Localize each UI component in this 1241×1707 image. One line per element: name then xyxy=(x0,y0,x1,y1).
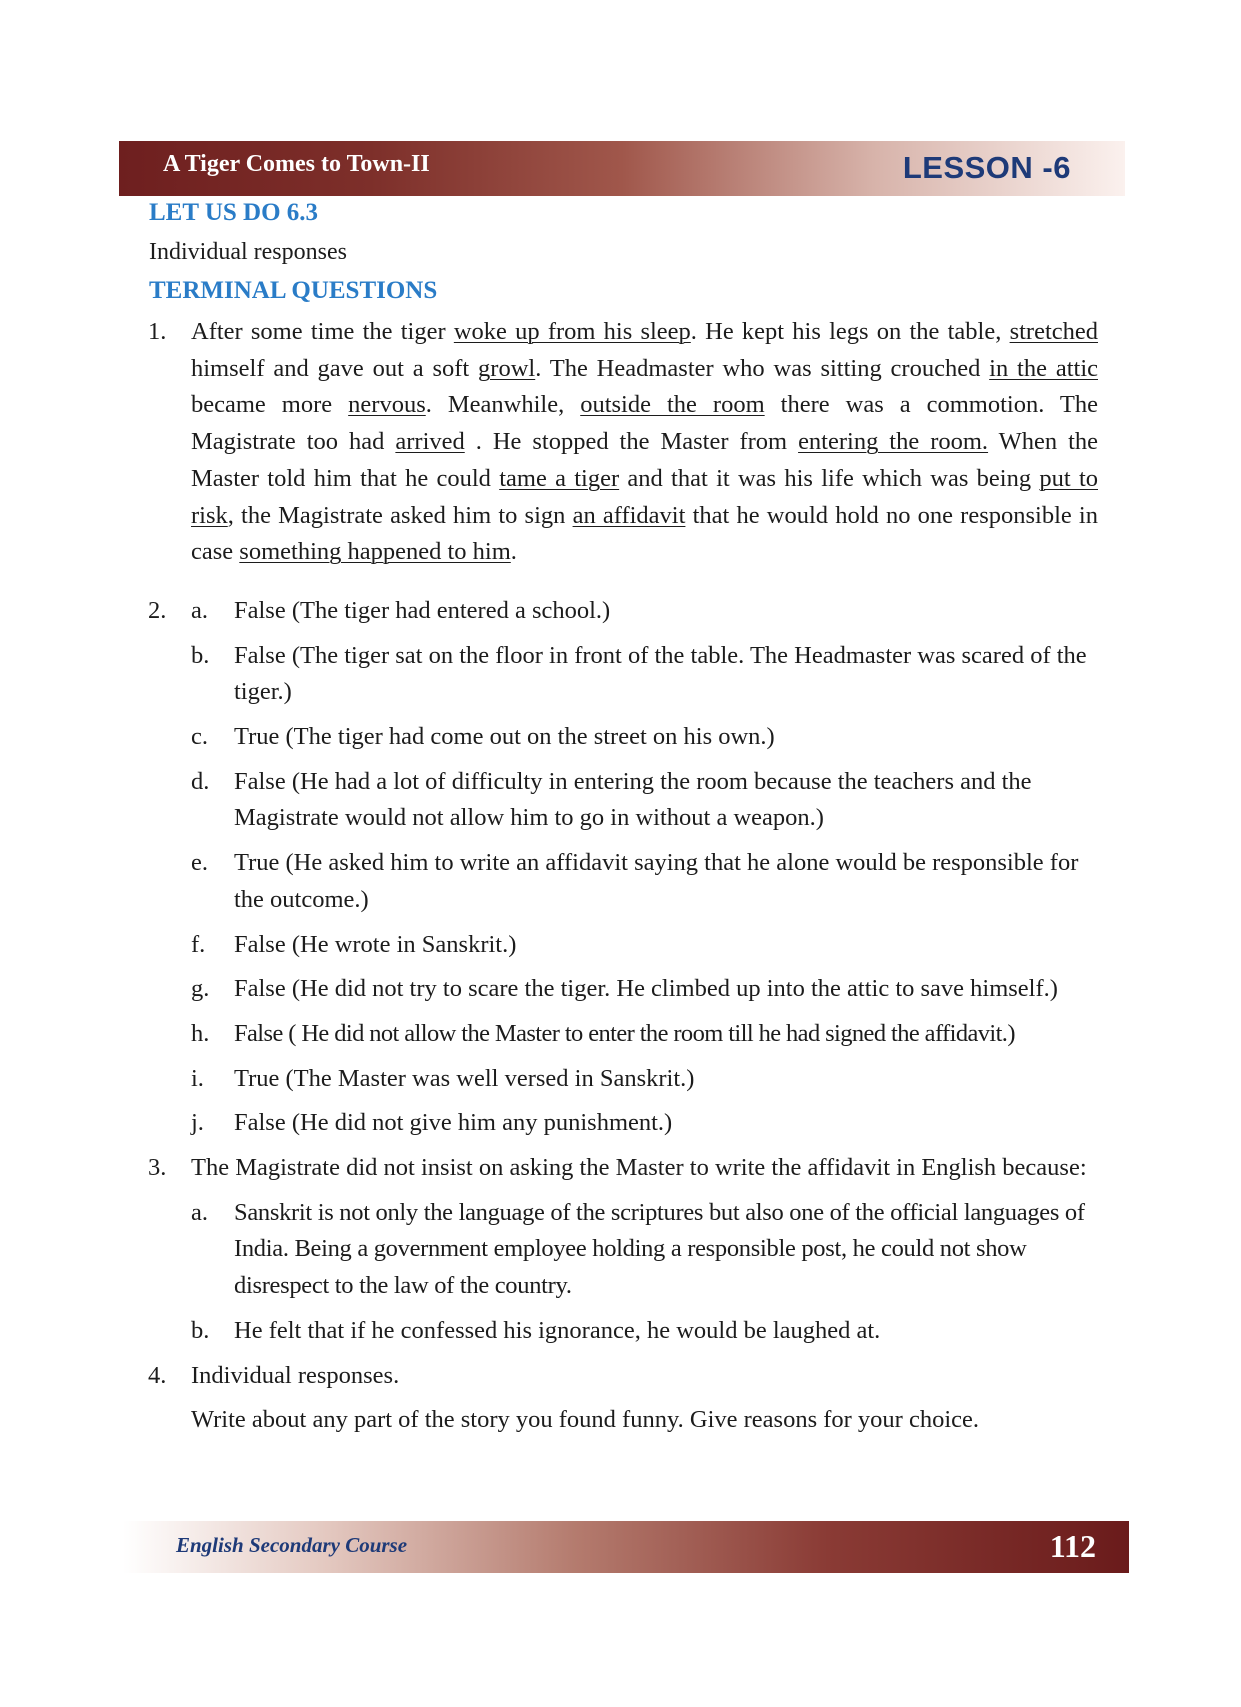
answer-text: himself and gave out a soft xyxy=(191,354,479,382)
item-text: False ( He did not allow the Master to enter the room till he had signed the affidavit.) xyxy=(234,1019,1015,1047)
answer-text: . He kept his legs on the table, xyxy=(690,318,1010,345)
item-letter: c. xyxy=(191,723,208,751)
underlined-phrase: woke up from his sleep xyxy=(453,318,691,345)
item-text: False (He had a lot of difficulty in entering the room because the teachers and the Magistrate would not allow him to go in without a weapon.) xyxy=(234,767,1032,832)
item-letter: i. xyxy=(191,1064,204,1092)
answer-text: The Magistrate did not insist on asking the Master to write the affidavit in English because: xyxy=(191,1154,1087,1182)
item-text: Sanskrit is not only the language of the scriptures but also one of the official languages of India. Being a government employee holding a responsible post, he could not show disrespect to the law of the country. xyxy=(234,1198,1085,1300)
underlined-phrase: nervous xyxy=(348,391,426,419)
item-letter: j. xyxy=(191,1109,204,1137)
answer-text: . He stopped the Master from xyxy=(464,428,799,456)
page-number: 112 xyxy=(1049,1528,1096,1564)
answer-number: 2. xyxy=(148,596,167,624)
answer-text: became more xyxy=(191,391,349,419)
answer-3b xyxy=(148,1313,1098,1350)
underlined-phrase: tame a tiger xyxy=(499,464,620,492)
underlined-phrase: entering the room. xyxy=(798,428,989,456)
item-text: False (The tiger had entered a school.) xyxy=(234,596,611,624)
answer-2h xyxy=(148,1016,1098,1053)
item-text: True (He asked him to write an affidavit saying that he alone would be responsible for the outcome.) xyxy=(234,849,1079,913)
item-letter: a. xyxy=(191,1198,208,1226)
answer-text: . The Headmaster who was sitting crouched xyxy=(535,354,990,382)
answer-4-prompt xyxy=(148,1402,1098,1439)
answer-text: Individual responses. xyxy=(191,1361,400,1389)
underlined-phrase: arrived xyxy=(395,428,465,456)
answer-2e xyxy=(148,845,1098,918)
answer-2f xyxy=(148,927,1098,964)
item-letter: h. xyxy=(191,1019,210,1047)
item-letter: g. xyxy=(191,975,210,1003)
answer-2d xyxy=(148,764,1098,837)
item-text: True (The tiger had come out on the street on his own.) xyxy=(234,723,775,751)
item-letter: e. xyxy=(191,849,208,877)
underlined-phrase: stretched xyxy=(1009,318,1099,345)
item-text: False (He wrote in Sanskrit.) xyxy=(234,930,517,958)
answers-content xyxy=(148,314,1098,1439)
underlined-phrase: something happened to him xyxy=(239,538,511,566)
answer-number: 3. xyxy=(148,1154,167,1182)
item-letter: d. xyxy=(191,767,210,795)
item-letter: a. xyxy=(191,596,208,624)
answer-3a xyxy=(148,1195,1098,1305)
answer-text: that he would hold no one responsible in case xyxy=(191,501,1098,566)
terminal-questions-heading: TERMINAL QUESTIONS xyxy=(149,277,438,304)
item-text: False (He did not give him any punishment.) xyxy=(234,1109,673,1137)
answer-number: 4. xyxy=(148,1361,167,1389)
item-text: True (The Master was well versed in Sanskrit.) xyxy=(234,1064,695,1092)
answer-text: there was a commotion. The Magistrate too had xyxy=(191,391,1098,456)
answer-text: , the Magistrate asked him to sign xyxy=(227,501,573,529)
answer-1 xyxy=(148,314,1098,571)
underlined-phrase: in the attic xyxy=(989,354,1098,382)
item-text: He felt that if he confessed his ignorance, he would be laughed at. xyxy=(234,1316,881,1344)
item-text: False (The tiger sat on the floor in front of the table. The Headmaster was scared of the tiger.) xyxy=(234,641,1087,706)
underlined-phrase: an affidavit xyxy=(572,501,686,529)
item-letter: b. xyxy=(191,641,210,669)
answer-text: Write about any part of the story you found funny. Give reasons for your choice. xyxy=(191,1406,980,1434)
item-letter: b. xyxy=(191,1316,210,1344)
answer-text: When the Master told him that he could xyxy=(191,428,1098,492)
answer-2a xyxy=(148,593,1098,630)
course-title: English Secondary Course xyxy=(176,1533,408,1557)
answer-text: . Meanwhile, xyxy=(425,391,581,419)
answer-text: After some time the tiger xyxy=(191,318,454,345)
answer-number: 1. xyxy=(148,318,167,345)
let-us-do-response: Individual responses xyxy=(149,239,347,265)
let-us-do-heading: LET US DO 6.3 xyxy=(149,199,319,226)
underlined-phrase: put to risk xyxy=(191,464,1098,529)
answer-2b xyxy=(148,638,1098,711)
underlined-phrase: outside the room xyxy=(580,391,765,419)
answer-2g xyxy=(148,971,1098,1008)
answer-2i xyxy=(148,1061,1098,1098)
answer-text: . xyxy=(510,538,517,566)
lesson-label: LESSON -6 xyxy=(902,150,1071,185)
answer-3 xyxy=(148,1150,1098,1187)
chapter-title: A Tiger Comes to Town-II xyxy=(163,151,430,177)
underlined-phrase: growl xyxy=(478,354,536,382)
answer-4 xyxy=(148,1358,1098,1395)
answer-text: and that it was his life which was being xyxy=(619,464,1040,492)
item-letter: f. xyxy=(191,930,206,958)
answer-2c xyxy=(148,719,1098,756)
answer-2j xyxy=(148,1105,1098,1142)
item-text: False (He did not try to scare the tiger. He climbed up into the attic to save himself.) xyxy=(234,975,1058,1003)
